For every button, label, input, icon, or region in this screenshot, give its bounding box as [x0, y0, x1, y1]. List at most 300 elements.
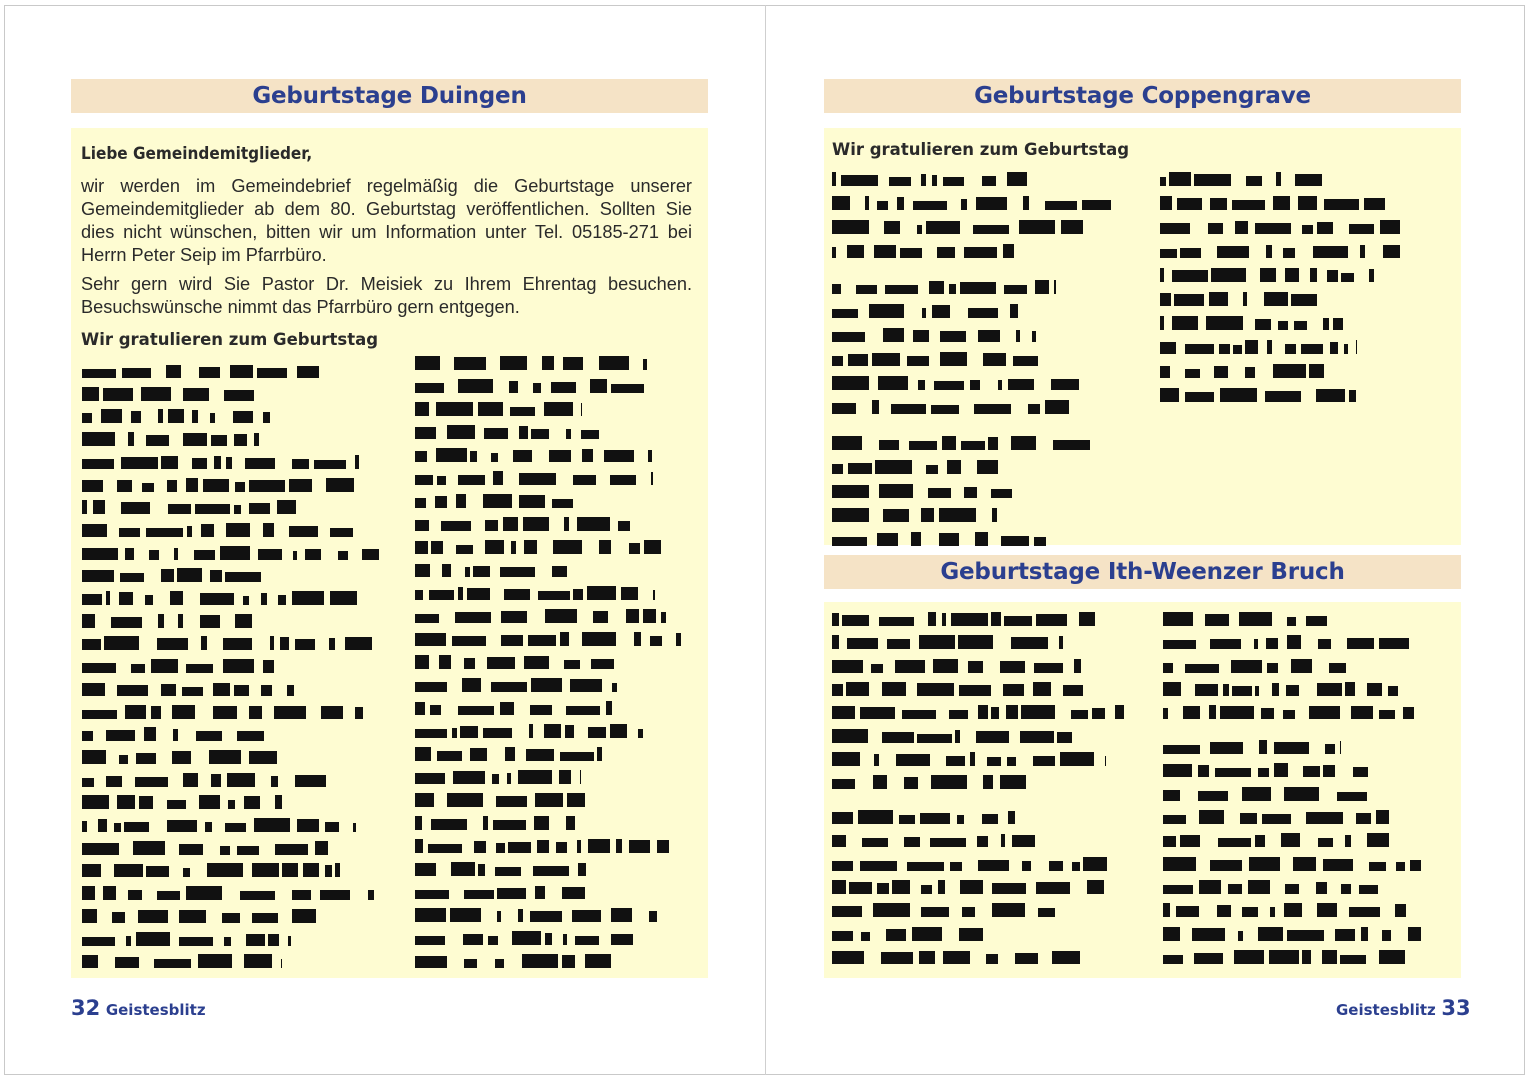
redaction-block [1249, 857, 1280, 871]
redacted-line [415, 402, 685, 416]
redaction-block [1265, 391, 1301, 402]
redaction-block [275, 844, 308, 855]
redaction-block [168, 504, 191, 514]
redaction-block [497, 911, 501, 922]
redaction-block [82, 387, 99, 401]
redaction-block [629, 543, 640, 554]
redaction-block [1240, 813, 1257, 824]
redaction-block [249, 480, 285, 492]
redaction-block [292, 459, 309, 469]
redaction-block [1228, 884, 1242, 894]
redaction-block [179, 937, 213, 946]
redaction-block [832, 861, 853, 871]
redaction-block [832, 906, 862, 917]
redacted-line [82, 863, 380, 877]
redaction-block [194, 550, 215, 560]
redaction-block [644, 540, 661, 554]
redaction-block [453, 771, 485, 784]
redaction-block [1283, 710, 1295, 719]
redaction-block [1160, 366, 1170, 378]
redaction-block [1206, 316, 1243, 330]
redaction-block [1006, 705, 1018, 719]
redaction-block [146, 528, 183, 537]
redaction-block [913, 201, 947, 210]
redaction-block [904, 777, 918, 789]
redacted-line [415, 425, 685, 439]
redacted-list-right-3 [832, 612, 1132, 968]
redaction-block [1302, 225, 1313, 234]
redaction-block [114, 823, 121, 832]
redaction-block [1160, 223, 1190, 234]
redaction-block [528, 635, 556, 646]
redacted-line [82, 954, 380, 968]
left-page-title-bar [71, 79, 708, 113]
redaction-block [530, 911, 562, 922]
redaction-block [210, 570, 222, 582]
redaction-block [178, 614, 183, 628]
redacted-line [415, 793, 685, 807]
redaction-block [249, 503, 270, 514]
redacted-line [415, 701, 685, 715]
redaction-block [483, 494, 512, 508]
redaction-block [1172, 316, 1198, 330]
redaction-block [93, 500, 105, 514]
redaction-block [1007, 172, 1027, 186]
redaction-block [1330, 342, 1338, 354]
redacted-line [82, 705, 380, 719]
redaction-block [139, 796, 153, 809]
redaction-block [1019, 220, 1055, 234]
redaction-block [268, 934, 279, 946]
redaction-block [1036, 882, 1070, 894]
redaction-block [943, 951, 970, 964]
redaction-block [415, 383, 444, 393]
redaction-block [1194, 953, 1223, 964]
redaction-block [581, 403, 582, 416]
redaction-block [1210, 198, 1227, 210]
redaction-block [832, 635, 839, 649]
redaction-block [1232, 200, 1265, 210]
redacted-line [832, 532, 1112, 546]
redaction-block [552, 499, 573, 508]
redaction-block [1382, 930, 1391, 941]
redacted-line [82, 432, 380, 446]
redaction-block [495, 867, 521, 876]
redacted-line [415, 517, 685, 531]
redacted-line [1163, 635, 1443, 649]
redaction-block [1160, 177, 1166, 186]
redaction-block [464, 658, 475, 669]
redacted-list-right-2 [1160, 172, 1452, 412]
redaction-block [1367, 683, 1382, 696]
redaction-block [877, 533, 898, 546]
redaction-block [1285, 884, 1299, 894]
redaction-block [1403, 707, 1414, 719]
redacted-line [82, 614, 380, 628]
redaction-block [211, 774, 221, 787]
redaction-block [254, 433, 259, 446]
redacted-line [1160, 292, 1450, 306]
redaction-block [1160, 196, 1172, 210]
redaction-block [1239, 612, 1272, 626]
redaction-block [519, 495, 545, 508]
redaction-block [1278, 321, 1288, 330]
redaction-block [167, 480, 177, 492]
redaction-block [470, 748, 487, 761]
redaction-block [1198, 791, 1228, 801]
redaction-block [530, 705, 552, 715]
redaction-block [1185, 664, 1219, 673]
redaction-block [483, 816, 488, 830]
redaction-block [982, 176, 996, 186]
redaction-block [235, 614, 252, 628]
redaction-block [1287, 635, 1301, 649]
redaction-block [1177, 198, 1202, 210]
redaction-block [676, 633, 681, 646]
redaction-block [249, 706, 262, 719]
redaction-block [263, 412, 270, 423]
redaction-block [431, 819, 467, 830]
redaction-block [1034, 537, 1046, 546]
redaction-block [962, 907, 975, 917]
redaction-block [1183, 706, 1200, 719]
redacted-line [1163, 857, 1443, 871]
redaction-block [832, 196, 850, 210]
redaction-block [201, 636, 207, 650]
redacted-line [415, 839, 685, 853]
redaction-block [1349, 907, 1380, 917]
redaction-block [556, 842, 567, 853]
redacted-line [832, 484, 1112, 498]
redacted-line [415, 356, 685, 370]
redaction-block [415, 475, 433, 485]
left-magazine-name: Geistesblitz [105, 1001, 206, 1019]
redaction-block [559, 770, 571, 784]
redaction-block [261, 593, 267, 605]
redaction-block [874, 245, 896, 258]
redaction-block [1035, 280, 1049, 294]
redaction-block [122, 368, 151, 378]
redaction-block [335, 863, 340, 877]
redaction-block [1341, 273, 1354, 282]
redaction-block [192, 410, 198, 423]
redaction-block [871, 664, 883, 673]
redaction-block [1049, 861, 1063, 871]
redaction-block [1038, 908, 1055, 917]
redacted-line [415, 678, 685, 692]
redaction-block [1302, 950, 1311, 964]
redaction-block [115, 957, 139, 968]
redaction-block [1341, 884, 1351, 894]
redaction-block [848, 463, 872, 474]
redaction-block [629, 840, 650, 853]
redaction-block [368, 890, 374, 900]
redaction-block [1264, 292, 1288, 306]
redaction-block [974, 404, 1011, 414]
redaction-block [500, 567, 535, 577]
redaction-block [437, 476, 446, 485]
redaction-block [1379, 950, 1405, 964]
redacted-line [1160, 244, 1450, 258]
redaction-block [909, 441, 937, 450]
redacted-line [82, 727, 380, 741]
redaction-block [1323, 859, 1353, 871]
redaction-block [582, 449, 593, 462]
redaction-block [249, 751, 277, 764]
redaction-block [1028, 404, 1040, 414]
redaction-block [315, 841, 328, 855]
redaction-block [82, 864, 101, 877]
redaction-block [564, 660, 580, 669]
redaction-block [473, 566, 490, 577]
redaction-block [917, 734, 952, 743]
right-magazine-name: Geistesblitz [1336, 1001, 1436, 1019]
redaction-block [1010, 304, 1018, 318]
redaction-block [82, 821, 87, 832]
redaction-block [611, 934, 633, 945]
redaction-block [832, 951, 864, 964]
redaction-block [886, 929, 906, 941]
redaction-block [172, 751, 191, 764]
redaction-block [1395, 904, 1406, 917]
redaction-block [1210, 639, 1241, 649]
redacted-line [82, 546, 380, 560]
redaction-block [355, 707, 363, 719]
redaction-block [519, 426, 528, 439]
redaction-block [970, 380, 980, 390]
redaction-block [545, 609, 577, 623]
redaction-block [1000, 661, 1025, 673]
redaction-block [1274, 742, 1309, 754]
redaction-block [1060, 752, 1094, 766]
redaction-block [1163, 927, 1180, 941]
redaction-block [1163, 955, 1183, 964]
redaction-block [878, 376, 908, 390]
redaction-block [415, 356, 440, 370]
redaction-block [1345, 835, 1351, 847]
redaction-block [524, 540, 537, 554]
redacted-line [82, 636, 380, 650]
redaction-block [228, 800, 235, 809]
redaction-block [657, 840, 669, 853]
page-spine [765, 5, 766, 1075]
redaction-block [986, 954, 998, 964]
redaction-block [1160, 249, 1177, 258]
redacted-line [82, 841, 380, 855]
redacted-line [832, 659, 1127, 673]
redaction-block [1285, 268, 1299, 282]
redacted-line [82, 387, 380, 401]
redaction-block [82, 778, 94, 787]
redaction-block [1163, 885, 1193, 894]
redaction-block [590, 379, 607, 393]
redaction-block [436, 448, 467, 462]
redaction-block [1217, 246, 1249, 258]
redaction-block [832, 537, 867, 546]
redacted-list-right-4 [1163, 612, 1448, 968]
redacted-line [1163, 810, 1443, 824]
redaction-block [832, 931, 853, 941]
redaction-block [991, 707, 999, 719]
redaction-block [173, 729, 178, 741]
redaction-block [330, 528, 353, 537]
redacted-line [82, 364, 380, 378]
redaction-block [82, 369, 116, 378]
redaction-block [131, 411, 141, 423]
redaction-block [1317, 683, 1342, 696]
redaction-block [1379, 710, 1395, 719]
redaction-block [485, 520, 498, 531]
redaction-block [960, 880, 983, 894]
left-page-number: 32 [71, 996, 101, 1020]
redaction-block [1210, 742, 1243, 754]
redaction-block [968, 661, 983, 673]
redaction-block [295, 775, 326, 787]
redaction-block [964, 247, 997, 258]
redaction-block [1303, 766, 1320, 777]
redaction-block [1255, 835, 1265, 847]
redaction-block [179, 844, 203, 855]
redaction-block [452, 636, 486, 646]
redaction-block [570, 679, 602, 692]
redaction-block [575, 936, 599, 945]
redaction-block [892, 880, 910, 894]
redaction-block [82, 683, 105, 696]
redaction-block [82, 594, 102, 605]
redaction-block [992, 508, 997, 522]
redaction-block [496, 843, 505, 853]
redaction-block [1273, 196, 1290, 210]
redaction-block [192, 458, 207, 469]
redaction-block [326, 478, 354, 492]
redaction-block [103, 886, 116, 900]
redaction-block [1243, 292, 1247, 306]
redaction-block [832, 660, 863, 673]
redaction-block [1016, 330, 1020, 342]
redaction-block [456, 545, 473, 554]
redacted-line [832, 752, 1127, 766]
redaction-block [288, 936, 291, 946]
redaction-block [538, 591, 570, 600]
redaction-block [281, 959, 282, 968]
redaction-block [1369, 269, 1374, 282]
redaction-block [1185, 392, 1214, 402]
redacted-line [1163, 763, 1443, 777]
redaction-block [957, 815, 964, 824]
redaction-block [82, 750, 106, 764]
redaction-block [968, 308, 998, 318]
right-page-title-bottom: Geburtstage Ith-Weenzer Bruch [940, 559, 1345, 585]
redaction-block [1318, 639, 1331, 649]
redacted-line [832, 460, 1112, 474]
redacted-line [415, 747, 685, 761]
redacted-line [1163, 950, 1443, 964]
redaction-block [1013, 356, 1038, 366]
redaction-block [1266, 245, 1272, 258]
redaction-block [577, 517, 610, 531]
redaction-block [325, 865, 332, 877]
redaction-block [650, 636, 662, 646]
redaction-block [955, 730, 960, 743]
redaction-block [174, 548, 178, 560]
redaction-block [1000, 775, 1026, 789]
redacted-line [82, 478, 380, 492]
redaction-block [1318, 838, 1333, 847]
redaction-block [1205, 614, 1229, 626]
redaction-block [126, 936, 131, 946]
redaction-block [1079, 612, 1095, 626]
redaction-block [832, 376, 869, 390]
redaction-block [225, 823, 246, 832]
redaction-block [930, 838, 966, 847]
redaction-block [244, 796, 260, 809]
redaction-block [415, 793, 434, 807]
redaction-block [214, 456, 221, 469]
redaction-block [196, 731, 222, 741]
redaction-block [161, 684, 176, 696]
redaction-block [314, 460, 346, 469]
redaction-block [563, 934, 567, 945]
redaction-block [187, 526, 192, 537]
redaction-block [455, 612, 491, 623]
redaction-block [638, 729, 643, 738]
right-page-title-bar-top [824, 79, 1461, 113]
redaction-block [431, 541, 443, 554]
redacted-line [1163, 705, 1443, 719]
redaction-block [243, 596, 249, 605]
redaction-block [832, 508, 869, 522]
redaction-block [1160, 342, 1176, 354]
redaction-block [483, 728, 512, 738]
redaction-block [1267, 663, 1278, 673]
redaction-block [183, 773, 198, 787]
redaction-block [496, 796, 527, 807]
redaction-block [1351, 706, 1373, 719]
redaction-block [478, 402, 503, 416]
redaction-block [900, 248, 922, 258]
redacted-line [1160, 172, 1450, 186]
redaction-block [362, 549, 379, 560]
redaction-block [495, 959, 504, 968]
redaction-block [485, 540, 504, 554]
redaction-block [922, 308, 926, 318]
redaction-block [458, 706, 494, 715]
redaction-block [872, 400, 879, 414]
redaction-block [117, 795, 135, 809]
redaction-block [512, 931, 541, 945]
redaction-block [1356, 813, 1371, 824]
redaction-block [226, 457, 232, 469]
redaction-block [921, 907, 949, 917]
redaction-block [961, 441, 985, 450]
redaction-block [1291, 659, 1312, 673]
redaction-block [117, 480, 132, 492]
redaction-block [234, 685, 249, 696]
redaction-block [1180, 248, 1201, 258]
redaction-block [653, 590, 655, 600]
redaction-block [877, 883, 889, 894]
redaction-block [832, 403, 856, 414]
redaction-block [1367, 833, 1389, 847]
redaction-block [562, 955, 575, 968]
redaction-block [182, 687, 203, 696]
redaction-block [610, 724, 627, 738]
redaction-block [1306, 616, 1327, 626]
redacted-line [415, 655, 685, 669]
redaction-block [1033, 682, 1051, 696]
redaction-block [604, 450, 634, 462]
redaction-block [1301, 344, 1323, 354]
